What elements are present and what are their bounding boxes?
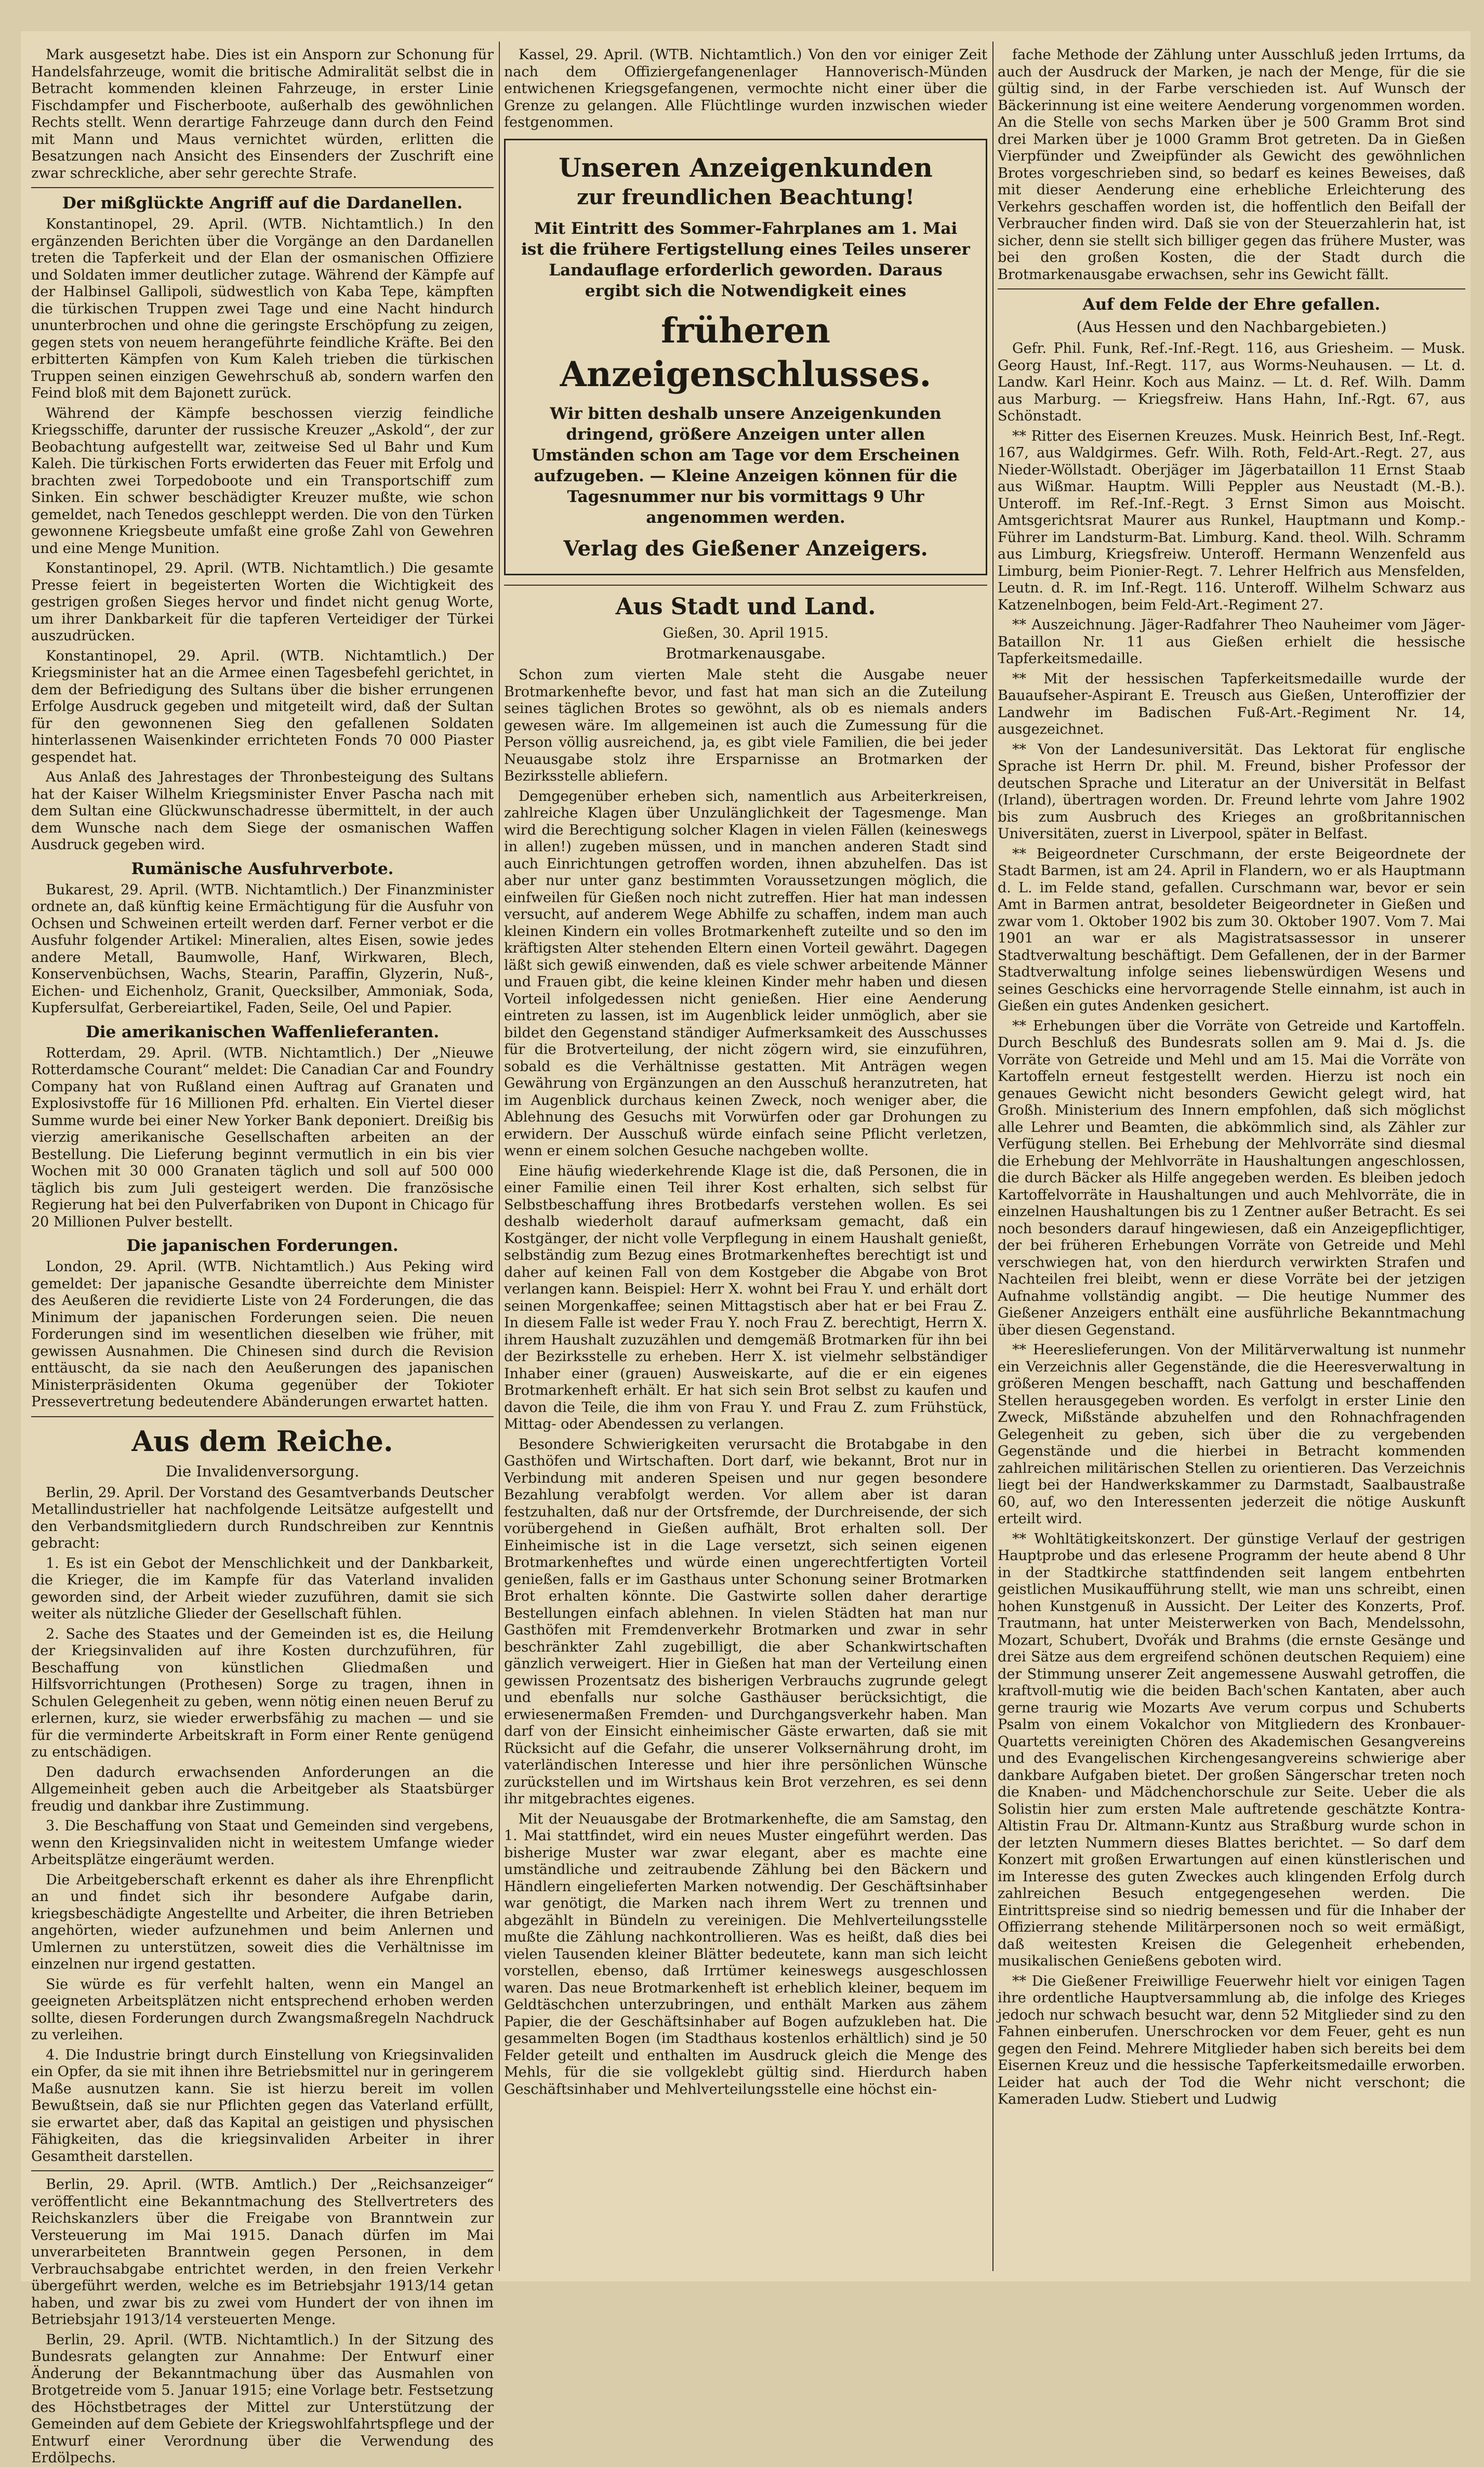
column-1: [31, 47, 494, 2466]
article-paragraph: Den dadurch erwachsenden Anforderungen an die Allgemeinheit geben auch die Arbeitgeber als Staatsbürger freudig und dankbar ihre Zustimmung.: [31, 1764, 494, 1814]
section-headline: Aus Stadt und Land.: [615, 593, 876, 620]
article-paragraph: Mit der Neuausgabe der Brotmarkenhefte, die am Samstag, den 1. Mai stattfindet, wird ein neues Muster eingeführt werden. Das bisherige Muster war zwar elegant, aber es machte eine umständliche und zeitraubende Zählung bei den Bäckern und Händlern eingelieferten Marken notwendig. Der Geschäftsinhaber war genötigt, die Marken nach ihrem Wert zu trennen und abgezählt in Bündeln zu vereinigen. Die Mehlverteilungsstelle mußte die Zählung nachkontrollieren. Was es heißt, daß dies bei vielen Tausenden kleiner Blätter bedeutete, kann man sich leicht vorstellen, ebenso, daß Irrtümer keineswegs ausgeschlossen waren. Das neue Brotmarkenheft ist erheblich kleiner, bequem im Geldtäschchen unterzubringen, und enthält Marken aus zähem Papier, die der Geschäftsinhaber auf Bogen aufzukleben hat. Die gesammelten Bogen (im Stadthaus kostenlos erhältlich) sind je 50 Felder geteilt und enthalten im Ausdruck gleich die Menge des Mehls, für die sie vollgeklebt gültig sind. Hierdurch haben Geschäftsinhaber und Mehlverteilungsstelle eine höchst ein-: [504, 1811, 987, 2097]
article-paragraph: Gefr. Phil. Funk, Ref.-Inf.-Regt. 116, aus Griesheim. — Musk. Georg Haust, Inf.-Regt. 117, aus Worms-Neuhausen. — Lt. d. Landw. Karl Heinr. Koch aus Mainz. — Lt. d. Ref. Wilh. Damm aus Marburg. — Kriegsfreiw. Hans Hahn, Inf.-Rgt. 67, aus Schönstadt.: [998, 340, 1465, 424]
article-subheadline: Die Invalidenversorgung.: [165, 1462, 360, 1480]
article-paragraph: Konstantinopel, 29. April. (WTB. Nichtamtlich.) In den ergänzenden Berichten über die Vorgänge an den Dardanellen treten die Tapferkeit und der Elan der osmanischen Offiziere und Soldaten immer deutlicher zutage. Während der Kämpfe auf der Halbinsel Gallipoli, südwestlich von Kaba Tepe, kämpften die türkischen Truppen zwei Tage und eine Nacht hindurch ununterbrochen und ohne die geringste Erschöpfung zu zeigen, gegen stets von neuem herangeführte feindliche Kräfte. Bei den erbitterten Kämpfen von Kum Kaleh trieben die türkischen Truppen seinen einzigen Gewehrschuß ab, sondern warfen den Feind bloß mit dem Bajonett zurück.: [31, 216, 494, 401]
article-paragraph: Rotterdam, 29. April. (WTB. Nichtamtlich.) Der „Nieuwe Rotterdamsche Courant“ meldet: Die Canadian Car and Foundry Company hat von Rußland einen Auftrag auf Granaten und Explosivstoffe für 16 Millionen Pfd. erhalten. Ein Viertel dieser Summe wurde bei einer New Yorker Bank deponiert. Dreißig bis vierzig amerikanische Gesellschaften arbeiten an der Bestellung. Die Lieferung beginnt vermutlich in ein bis vier Wochen mit 30 000 Granaten täglich und soll auf 500 000 täglich bis zum Juli gesteigert werden. Die französische Regierung hat bei den Pulverfabriken von Dupont in Chicago für 20 Millionen Pulver bestellt.: [31, 1045, 494, 1230]
article-paragraph: 4. Die Industrie bringt durch Einstellung von Kriegsinvaliden ein Opfer, da sie mit ihnen ihre Betriebsmittel nur in geringerem Maße ausnutzen kann. Sie ist hierzu bereit im vollen Bewußtsein, daß sie nur Pflichten gegen das Vaterland erfüllt, sie erwartet aber, daß das Kapital an geistigen und physischen Fähigkeiten, das die kriegsinvaliden Arbeiter in ihrer Gesamtheit darstellen.: [31, 2047, 494, 2165]
article-paragraph: Sie würde es für verfehlt halten, wenn ein Mangel an geeigneten Arbeitsplätzen nicht entsprechend erhoben werden sollte, diesen Forderungen durch Zwangsmaßregeln Nachdruck zu verleihen.: [31, 1976, 494, 2043]
article-paragraph: Mark ausgesetzt habe. Dies ist ein Ansporn zur Schonung für Handelsfahrzeuge, womit die britische Admiralität selbst die in Betracht kommenden kleinen Fahrzeuge, in erster Linie Fischdampfer und Fischerboote, außerhalb des gewöhnlichen Rechts stellt. Wenn derartige Fahrzeuge dann durch den Feind mit Mann und Maus vernichtet würden, erlitten die Besatzungen nach Ansicht des Einsenders der Zuschrift eine zwar schreckliche, aber sehr gerechte Strafe.: [31, 47, 494, 181]
notice-subtitle: zur freundlichen Beachtung!: [577, 184, 915, 209]
article-paragraph: Kassel, 29. April. (WTB. Nichtamtlich.) Von den vor einiger Zeit nach dem Offiziergefangenenlager Hannoverisch-Münden entwichenen Kriegsgefangenen, vermochte nicht einer über die Grenze zu gelangen. Alle Flüchtlinge wurden inzwischen wieder festgenommen.: [504, 47, 987, 130]
article-paragraph: 1. Es ist ein Gebot der Menschlichkeit und der Dankbarkeit, die Krieger, die im Kampfe für das Vaterland invaliden geworden sind, der Arbeit wieder zuzuführen, damit sie sich weiter als nützliche Glieder der Gesellschaft fühlen.: [31, 1555, 494, 1622]
article-paragraph: Konstantinopel, 29. April. (WTB. Nichtamtlich.) Der Kriegsminister hat an die Armee einen Tagesbefehl gerichtet, in dem der Befriedigung des Sultans über die bisher errungenen Erfolge Ausdruck gegeben und mitgeteilt wird, daß der Sultan für den gewonnenen Sieg den gefallenen Soldaten hinterlassenen Waisenkinder errichteten Fonds 70 000 Piaster gespendet hat.: [31, 648, 494, 766]
article-paragraph: 3. Die Beschaffung von Staat und Gemeinden sind vergebens, wenn den Kriegsinvaliden nicht in weitestem Umfange wieder Arbeitsplätze eingeräumt werden.: [31, 1818, 494, 1868]
divider: [31, 2170, 494, 2171]
column-2: [504, 47, 987, 2266]
article-paragraph: Berlin, 29. April. (WTB. Nichtamtlich.) In der Sitzung des Bundesrats gelangten zur Annahme: Der Entwurf einer Änderung der Bekanntmachung über das Ausmahlen von Brotgetreide vom 5. Januar 1915; eine Vorlage betr. Festsetzung des Höchstbetrages der Mittel zur Unterstützung der Gemeinden auf dem Gebiete der Kriegswohlfahrtspflege und der Entwurf einer Verordnung über die Verwendung des Erdölpechs.: [31, 2331, 494, 2466]
notice-text: Mit Eintritt des Sommer-Fahrplanes am 1. Mai ist die frühere Fertigstellung eines Teiles unserer Landauflage erforderlich geworden. Daraus ergibt sich die Notwendigkeit eines: [521, 219, 970, 300]
divider: [998, 288, 1465, 289]
article-paragraph: Die Arbeitgeberschaft erkennt es daher als ihre Ehrenpflicht an und findet sich ihr besondere Aufgabe darin, kriegsbeschädigte Angestellte und Arbeiter, die ihren Betrieben angehörten, wieder aufzunehmen und beim Anlernen und Umlernen zu unterstützen, soweit dies die Verhältnisse im einzelnen nur irgend gestatten.: [31, 1871, 494, 1972]
divider: [31, 1416, 494, 1417]
notice-highlight: früheren Anzeigenschlusses.: [560, 310, 932, 394]
article-paragraph: Berlin, 29. April. (WTB. Amtlich.) Der „Reichsanzeiger“ veröffentlicht eine Bekanntmachung des Stellvertreters des Reichskanzlers über die Freigabe von Branntwein zur Versteuerung im Mai 1915. Danach dürfen im Mai unverarbeiteten Branntwein gegen Personen, in dem Verbrauchsabgabe entrichtet werden, in den freien Verkehr übergeführt werden, welche es im Betriebsjahr 1913/14 getan haben, und zwar bis zu zwei vom Hundert der von ihnen im Betriebsjahr 1913/14 versteuerten Menge.: [31, 2176, 494, 2328]
article-headline: Der mißglückte Angriff auf die Dardanellen.: [62, 194, 463, 213]
divider: [504, 585, 987, 586]
article-paragraph: fache Methode der Zählung unter Ausschluß jeden Irrtums, da auch der Ausdruck der Marken, je nach der Menge, für die sie gültig sind, in der Farbe verschieden ist. Auf Wunsch der Bäckerinnung ist eine weitere Aenderung vorgenommen worden. An die Stelle von sechs Marken über je 500 Gramm Brot sind drei Marken über je 1000 Gramm Brot getreten. Da in Gießen Vierpfünder und Zweipfünder als Gewicht des gewöhnlichen Brotes vorgeschrieben sind, so bedarf es keines Beweises, daß mit dieser Aenderung eine erhebliche Erleichterung des Verkehrs geschaffen worden ist, die hoffentlich den Beifall der Verbraucher finden wird. Daß sie von der Steuerzahlerin hat, ist sicher, denn sie stellt sich billiger gegen das frühere Muster, was bei den großen Kosten, die der Stadt durch die Brotmarkenausgabe erwachsen, sehr ins Gewicht fällt.: [998, 47, 1465, 283]
article-headline: Auf dem Felde der Ehre gefallen.: [1082, 295, 1381, 314]
article-paragraph: ** Von der Landesuniversität. Das Lektorat für englische Sprache ist Herrn Dr. phil. M. Freund, bisher Professor der deutschen Sprache und Literatur an der Universität in Belfast (Irland), übertragen worden. Dr. Freund lehrte vom Jahre 1902 bis zum Ausbruch des Krieges an großbritannischen Universitäten, zuerst in Liverpool, später in Belfast.: [998, 741, 1465, 842]
notice-title: Unseren Anzeigenkunden: [559, 152, 933, 183]
column-rule-right: [992, 42, 993, 2271]
article-paragraph: ** Die Gießener Freiwillige Feuerwehr hielt vor einigen Tagen ihre ordentliche Hauptversammlung ab, die infolge des Krieges jedoch nur schwach besucht war, denn 52 Mitglieder sind zu den Fahnen einberufen. Unerschrocken vor dem Feuer, geht es nun gegen den Feind. Mehrere Mitglieder haben sich bereits bei dem Eisernen Kreuz und die hessische Tapferkeitsmedaille erworben. Leider hat auch der Tod die Wehr nicht verschont; die Kameraden Ludw. Stiebert und Ludwig: [998, 1973, 1465, 2107]
article-paragraph: Demgegenüber erheben sich, namentlich aus Arbeiterkreisen, zahlreiche Klagen über Unzulänglichkeit der Tagesmenge. Man wird die Berechtigung solcher Klagen in vielen Fällen (keineswegs in allen!) zugeben müssen, und in manchen anderen Stadt sind auch Einrichtungen getroffen worden, ihnen abzuhelfen. Das ist aber nur unter ganz bestimmten Voraussetzungen möglich, die einfweilen für Gießen noch nicht zutreffen. Hier hat man indessen versucht, auf anderem Wege Abhilfe zu schaffen, indem man auch kleinen Kindern ein volles Brotmarkenheft zuteilte und so den im kräftigsten Alter stehenden Eltern einen Vorteil gewährt. Dagegen läßt sich gewiß einwenden, daß es viele schwer arbeitende Männer und Frauen gibt, die keine kleinen Kinder mehr haben und diesen Vorteil infolgedessen nicht genießen. Hier eine Aenderung eintreten zu lassen, ist im Augenblick leider unmöglich, aber sie bildet den Gegenstand ständiger Aufmerksamkeit des Ausschusses für die Brotverteilung, der nicht zögern wird, sie einzuführen, sobald es die Verhältnisse gestatten. Mit Anträgen wegen Gewährung von Ergänzungen an den Ausschuß heranzutreten, hat im Augenblick durchaus keinen Zweck, noch weniger aber, die Ablehnung des Gesuchs mit Vorwürfen oder gar Drohungen zu erwidern. Der Ausschuß würde einfach seine Pflicht verletzen, wenn er einem solchen Gesuche nachgeben wollte.: [504, 788, 987, 1159]
article-subheadline: Brotmarkenausgabe.: [666, 644, 826, 662]
article-paragraph: ** Beigeordneter Curschmann, der erste Beigeordnete der Stadt Barmen, ist am 24. April in Flandern, wo er als Hauptmann d. L. im Felde stand, gefallen. Curschmann war, bevor er sein Amt in Barmen antrat, besoldeter Beigeordneter in Gießen und zwar vom 1. Oktober 1902 bis zum 30. Oktober 1907. Vom 7. Mai 1901 an war er als Magistratsassessor in unserer Stadtverwaltung beschäftigt. Dem Gefallenen, der in der Barmer Stadtverwaltung infolge seines liebenswürdigen Wesens und seines Geschicks eine hervorragende Stelle einnahm, ist auch in Gießen ein gutes Andenken gesichert.: [998, 846, 1465, 1014]
article-headline: Rumänische Ausfuhrverbote.: [131, 859, 394, 878]
article-paragraph: ** Heereslieferungen. Von der Militärverwaltung ist nunmehr ein Verzeichnis aller Gegenstände, die die Heeresverwaltung in größeren Mengen beschafft, nach Gattung und beschaffenden Stellen herausgegeben worden. Es verfolgt in erster Linie den Zweck, Mißstände abzuhelfen und den Rohnachfragenden Gelegenheit zu geben, sich über die zu vergebenden Gegenstände und die hierbei in Betracht kommenden zahlreichen militärischen Stellen zu orientieren. Das Verzeichnis liegt bei der Handwerkskammer zu Darmstadt, Saalbaustraße 60, auf, wo den Interessenten jederzeit die nötige Auskunft erteilt wird.: [998, 1342, 1465, 1527]
article-headline: Die amerikanischen Waffenlieferanten.: [85, 1022, 440, 1041]
article-paragraph: 2. Sache des Staates und der Gemeinden ist es, die Heilung der Kriegsinvaliden auf ihre Kosten durchzuführen, für Beschaffung von künstlichen Gliedmaßen und Hilfsvorrichtungen (Prothesen) Sorge zu tragen, ihnen in Schulen Gelegenheit zu geben, wenn nötig einen neuen Beruf zu erlernen, kurz, sie wieder erwerbsfähig zu machen — und sie für die verminderte Arbeitskraft in Form einer Rente genügend zu entschädigen.: [31, 1626, 494, 1760]
dateline: Gießen, 30. April 1915.: [662, 625, 829, 641]
section-headline: Aus dem Reiche.: [131, 1424, 393, 1458]
article-paragraph: Bukarest, 29. April. (WTB. Nichtamtlich.) Der Finanzminister ordnete an, daß künftig keine Ermächtigung für die Ausfuhr von Ochsen und Schweinen erteilt werden darf. Ferner verbot er die Ausfuhr folgender Artikel: Mineralien, altes Eisen, sowie jedes andere Metall, Baumwolle, Hanf, Wirkwaren, Blech, Konservenbüchsen, Wachs, Stearin, Paraffin, Glyzerin, Nuß-, Eichen- und Eichenholz, Granit, Quecksilber, Ammoniak, Soda, Kupfersulfat, Gerbereiartikel, Faden, Seile, Oel und Papier.: [31, 881, 494, 1016]
divider: [31, 187, 494, 188]
article-paragraph: Besondere Schwierigkeiten verursacht die Brotabgabe in den Gasthöfen und Wirtschaften. Dort darf, wie bekannt, Brot nur in Verbindung mit anderen Speisen und nur gegen besondere Bezahlung verabfolgt werden. Vor allem aber ist daran festzuhalten, daß nur der Ortsfremde, der Durchreisende, der sich vorübergehend in Gießen aufhält, Brot erhalten soll. Der Einheimische ist in die Lage versetzt, sich seinen eigenen Brotmarkenheftes und würde einen ungerechtfertigten Vorteil genießen, falls er im Gasthaus unter Schonung seiner Brotmarken Brot erhalten könnte. Die Gastwirte sollen daher derartige Bestellungen einfach ablehnen. In vielen Städten hat man nur Gasthöfen mit Fremdenverkehr Brotmarken und zwar in sehr beschränkter Zahl zugebilligt, die aber Schankwirtschaften gänzlich verweigert. Hier in Gießen hat man der Verteilung einen gewissen Prozentsatz des bisherigen Verbrauchs zugrunde gelegt und ebenfalls nur solche Gasthäuser berücksichtigt, die erwiesenermaßen Fremden- und Durchgangsverkehr haben. Man darf von der Einsicht einheimischer Gäste erwarten, daß sie mit Rücksicht auf die Gefahr, die unserer Volksernährung droht, im vaterländischen Interesse und hier ihre persönlichen Wünsche zurückstellen und im Wirtshaus kein Brot verzehren, es sei denn ihr mitgebrachtes eigenes.: [504, 1436, 987, 1807]
notice-box: [504, 139, 987, 575]
notice-text: Wir bitten deshalb unsere Anzeigenkunden dringend, größere Anzeigen unter allen Umständen schon am Tage vor dem Erscheinen aufzugeben. — Kleine Anzeigen können für die Tagesnummer nur bis vormittags 9 Uhr angenommen werden.: [532, 404, 960, 527]
article-paragraph: Während der Kämpfe beschossen vierzig feindliche Kriegsschiffe, darunter der russische Kreuzer „Askold“, der zur Beobachtung aufgestellt war, zeitweise Sed ul Bahr und Kum Kaleh. Die türkischen Forts erwiderten das Feuer mit Erfolg und brachten zwei Torpedoboote und ein Transportschiff zum Sinken. Ein schwer beschädigter Kreuzer mußte, wie schon gemeldet, nach Tenedos geschleppt werden. Die von den Türken gewonnene Kriegsbeute umfaßt eine große Zahl von Gewehren und eine Menge Munition.: [31, 405, 494, 557]
article-paragraph: ** Mit der hessischen Tapferkeitsmedaille wurde der Bauaufseher-Aspirant E. Treusch aus Gießen, Unteroffizier der Landwehr im Badischen Fuß-Art.-Regiment Nr. 14, ausgezeichnet.: [998, 670, 1465, 737]
article-paragraph: Konstantinopel, 29. April. (WTB. Nichtamtlich.) Die gesamte Presse feiert in begeisterten Worten die Wichtigkeit des gestrigen großen Sieges hervor und findet nicht genug Worte, um ihrer Dankbarkeit für die tapferen Verteidiger der Türkei auszudrücken.: [31, 560, 494, 644]
article-paragraph: ** Wohltätigkeitskonzert. Der günstige Verlauf der gestrigen Hauptprobe und das erlesene Programm der heute abend 8 Uhr in der Stadtkirche stattfindenden seit langem entbehrten geistlichen Musikaufführung stellt, wie man uns schreibt, einen hohen Kunstgenuß in Aussicht. Der Leiter des Konzerts, Prof. Trautmann, hat unter Meisterwerken von Bach, Mendelssohn, Mozart, Schubert, Dvořák und Brahms (die ernste Gesänge und drei Sätze aus dem ergreifend schönen deutschen Requiem) eine der Stimmung unserer Zeit angemessene Auswahl getroffen, die kraftvoll-mutig wie die beiden Bach'schen Kantaten, aber auch gerne traurig wie Mozarts Ave verum corpus und Schuberts Psalm von einem Vokalchor von Mitgliedern des Kronbauer-Quartetts vereinigten Chören des Akademischen Gesangvereins und des Evangelischen Kirchengesangvereins schwierige aber dankbare Aufgaben bietet. Der großen Sängerschar treten noch die Knaben- und Mädchenchorschule zur Seite. Ueber die als Solistin hier zum ersten Male auftretende geschätzte Kontra-Altistin Frau Dr. Altmann-Kuntz aus Straßburg wurde schon in der letzten Nummern dieses Blattes berichtet. — So darf dem Konzert mit großen Erwartungen auf einen künstlerischen und im Interesse des guten Zweckes auch klingenden Erfolg durch zahlreichen Besuch entgegengesehen werden. Die Eintrittspreise sind so niedrig bemessen und für die Inhaber der Offizierrang stehende Militärpersonen noch so weit ermäßigt, daß weitesten Kreisen die Gelegenheit erhebenden, musikalischen Genießens geboten wird.: [998, 1531, 1465, 1969]
article-paragraph: London, 29. April. (WTB. Nichtamtlich.) Aus Peking wird gemeldet: Der japanische Gesandte überreichte dem Minister des Aeußeren die revidierte Liste von 24 Forderungen, die das Minimum der japanischen Forderungen seien. Die neuen Forderungen sind im wesentlichen dieselben wie früher, mit gewissen Ausnahmen. Die Chinesen sind durch die Revision enttäuscht, da sie nach den Aeußerungen des japanischen Ministerpräsidenten Okuma gegenüber der Tokioter Pressevertretung bedeutendere Abänderungen erwartet hatten.: [31, 1259, 494, 1410]
article-paragraph: ** Ritter des Eisernen Kreuzes. Musk. Heinrich Best, Inf.-Regt. 167, aus Waldgirmes. Gefr. Wilh. Roth, Feld-Art.-Regt. 27, aus Nieder-Wöllstadt. Oberjäger im Jägerbataillon 11 Ernst Staab aus Wißmar. Hauptm. Willi Peppler aus Neustadt (M.-B.). Unteroff. im Ref.-Inf.-Regt. 3 Ernst Simon aus Moischt. Amtsgerichtsrat Maurer aus Runkel, Hauptmann und Komp.-Führer im Landsturm-Bat. Limburg. Kand. theol. Wilh. Schramm aus Limburg, Kriegsfreiw. Unteroff. Hermann Wenzenfeld aus Limburg, beim Pionier-Regt. 7. Lehrer Helfrich aus Mensfelden, Leutn. d. R. im Inf.-Regt. 116. Unteroff. Wilhelm Schwarz aus Katzenelnbogen, beim Feld-Art.-Regiment 27.: [998, 428, 1465, 613]
notice-signature: Verlag des Gießener Anzeigers.: [563, 536, 928, 561]
newspaper-page: [21, 31, 1470, 2466]
article-paragraph: ** Auszeichnung. Jäger-Radfahrer Theo Nauheimer vom Jäger-Bataillon Nr. 11 aus Gießen erhielt die hessische Tapferkeitsmedaille.: [998, 617, 1465, 667]
article-headline: Die japanischen Forderungen.: [126, 1236, 399, 1255]
column-3: [998, 47, 1465, 2266]
article-paragraph: Aus Anlaß des Jahrestages der Thronbesteigung des Sultans hat der Kaiser Wilhelm Kriegsminister Enver Pascha nach mit dem Sultan eine Glückwunschadresse übermittelt, in der auch dem Wunsche nach dem Siege der osmanischen Waffen Ausdruck gegeben wird.: [31, 769, 494, 853]
article-subheadline: (Aus Hessen und den Nachbargebieten.): [1076, 318, 1387, 336]
article-paragraph: Berlin, 29. April. Der Vorstand des Gesamtverbands Deutscher Metallindustrieller hat nachfolgende Leitsätze aufgestellt und den Verbandsmitgliedern durch Rundschreiben zur Kenntnis gebracht:: [31, 1484, 494, 1551]
column-rule-left: [499, 42, 500, 2271]
article-paragraph: ** Erhebungen über die Vorräte von Getreide und Kartoffeln. Durch Beschluß des Bundesrats sollen am 9. Mai d. Js. die Vorräte von Getreide und Mehl und am 15. Mai die Vorräte von Kartoffeln erneut festgestellt werden. Hierzu ist noch ein genaues Gewicht nicht besonders Gewicht gelegt wird, hat Großh. Ministerium des Innern empfohlen, daß sich möglichst alle Lehrer und Beamten, die abkömmlich sind, als Zähler zur Verfügung stellen. Bei Erhebung der Mehlvorräte sind diesmal die Erhebung der Mehlvorräte in Haushaltungen angeschlossen, die durch Bäcker als Hilfe angegeben werden. Es bleiben jedoch Kartoffelvorräte in Haushaltungen und auch Mehlvorräte, die in einzelnen Haushaltungen bis zu 1 Zentner außer Betracht. Es sei noch besonders darauf hingewiesen, daß ein Anzeigepflichtiger, der bei früheren Erhebungen Vorräte von Getreide und Mehl verschwiegen hat, von den hierdurch verwirkten Strafen und Nachteilen frei bleibt, wenn er diese Vorräte bei der jetzigen Aufnahme vollständig angibt. — Die heutige Nummer des Gießener Anzeigers enthält eine ausführliche Bekanntmachung über diesen Gegenstand.: [998, 1018, 1465, 1338]
article-paragraph: Schon zum vierten Male steht die Ausgabe neuer Brotmarkenhefte bevor, und fast hat man sich an die Zuteilung seines täglichen Brotes so gewöhnt, als ob es niemals anders gewesen wäre. Im allgemeinen ist auch die Zumessung für die Person völlig ausreichend, ja, es gibt viele Familien, die bei jeder Neuausgabe stolz ihre Ersparnisse an Brotmarken der Bezirksstelle abliefern.: [504, 667, 987, 784]
article-paragraph: Eine häufig wiederkehrende Klage ist die, daß Personen, die in einer Familie einen Teil ihrer Kost erhalten, sich selbst für Selbstbeschaffung ihres Brotbedarfs verstehen wollen. Es sei deshalb wiederholt darauf aufmerksam gemacht, daß ein Kostgänger, der nicht volle Verpflegung in einem Haushalt genießt, selbständig zum Bezug eines Brotmarkenheftes berechtigt ist und daher auf keinen Fall von dem Kostgeber die Abgabe von Brot verlangen kann. Beispiel: Herr X. wohnt bei Frau Y. und erhält dort seinen Morgenkaffee; seinen Mittagstisch aber hat er bei Frau Z. In diesem Falle ist weder Frau Y. noch Frau Z. berechtigt, Herrn X. ihrem Haushalt zuzuzählen und demgemäß Brotmarken für ihn bei der Bezirksstelle zu erheben. Herr X. ist vielmehr selbständiger Inhaber einer (grauen) Ausweiskarte, auf die er ein eigenes Brotmarkenheft erhält. Er hat sich sein Brot selbst zu kaufen und davon die Teile, die ihm von Frau Y. und Frau Z. zum Frühstück, Mittag- oder Abendessen zu verlangen.: [504, 1163, 987, 1432]
